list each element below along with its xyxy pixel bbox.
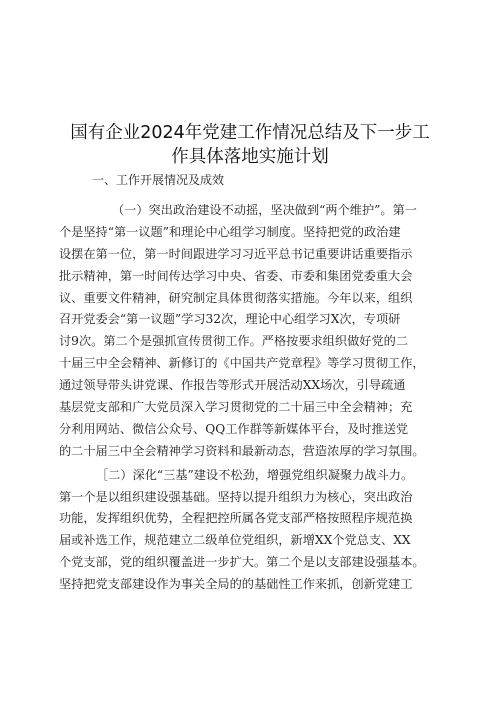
text-line: （一）突出政治建设不动摇，坚决做到“两个维护”。第一 <box>112 203 417 217</box>
text-line: 届或补选工作，规范建立二级单位党组织，新增XX个党总支、XX <box>59 533 411 548</box>
text-line: 十届三中全会精神、新修订的《中国共产党章程》等学习贯彻工作， <box>59 356 425 371</box>
paragraph-2 <box>59 465 443 596</box>
title-line-1: 国有企业2024年党建工作情况总结及下一步工 <box>70 123 430 143</box>
text-line: 召开党委会“第一议题”学习32次，理论中心组学习X次，专项研 <box>59 312 401 327</box>
text-line: 功能，发挥组织优势，全程把控所属各党支部严格按照程序规范换 <box>59 511 413 526</box>
text-line: 设摆在第一位，第一时间跟进学习习近平总书记重要讲话重要指示 <box>59 246 413 261</box>
body-text <box>59 200 443 596</box>
text-line: 批示精神，第一时间传达学习中央、省委、市委和集团党委重大会 <box>59 268 413 283</box>
text-line: 的二十届三中全会精神学习资料和最新动态，营造浓厚的学习氛围。 <box>59 443 425 458</box>
text-line: ［二）深化“三基”建设不松劲，增强党组织凝聚力战斗力。 <box>96 467 414 482</box>
text-line: 分利用网站、微信公众号、QQ工作群等新媒体平台，及时推送党 <box>59 421 409 436</box>
text-line: 议、重要文件精神，研究制定具体贯彻落实措施。今年以来，组织 <box>59 290 413 305</box>
document-title <box>70 121 430 169</box>
text-line: 第一个是以组织建设强基础。坚持以提升组织力为核心，突出政治 <box>59 489 413 504</box>
text-line: 个是坚持“第一议题”和理论中心组学习制度。坚持把党的政治建 <box>59 224 401 239</box>
text-line: 通过领导带头讲党课、作报告等形式开展活动XX场次，引导疏通 <box>59 378 406 393</box>
text-line: 讨9次。第二个是强抓宣传贯彻工作。严格按要求组织做好党的二 <box>59 334 409 349</box>
paragraph-1 <box>59 200 443 463</box>
title-line-2: 作具体落地实施计划 <box>171 147 329 167</box>
text-line: 坚持把党支部建设作为事关全局的的基础性工作来抓，创新党建工 <box>59 577 413 592</box>
text-line: 基层党支部和广大党员深入学习贯彻党的二十届三中全会精神；充 <box>59 400 413 415</box>
text-line: 个党支部，党的组织覆盖进一步扩大。第二个是以支部建设强基本。 <box>59 555 425 570</box>
section-heading: 一、工作开展情况及成效 <box>92 173 225 187</box>
